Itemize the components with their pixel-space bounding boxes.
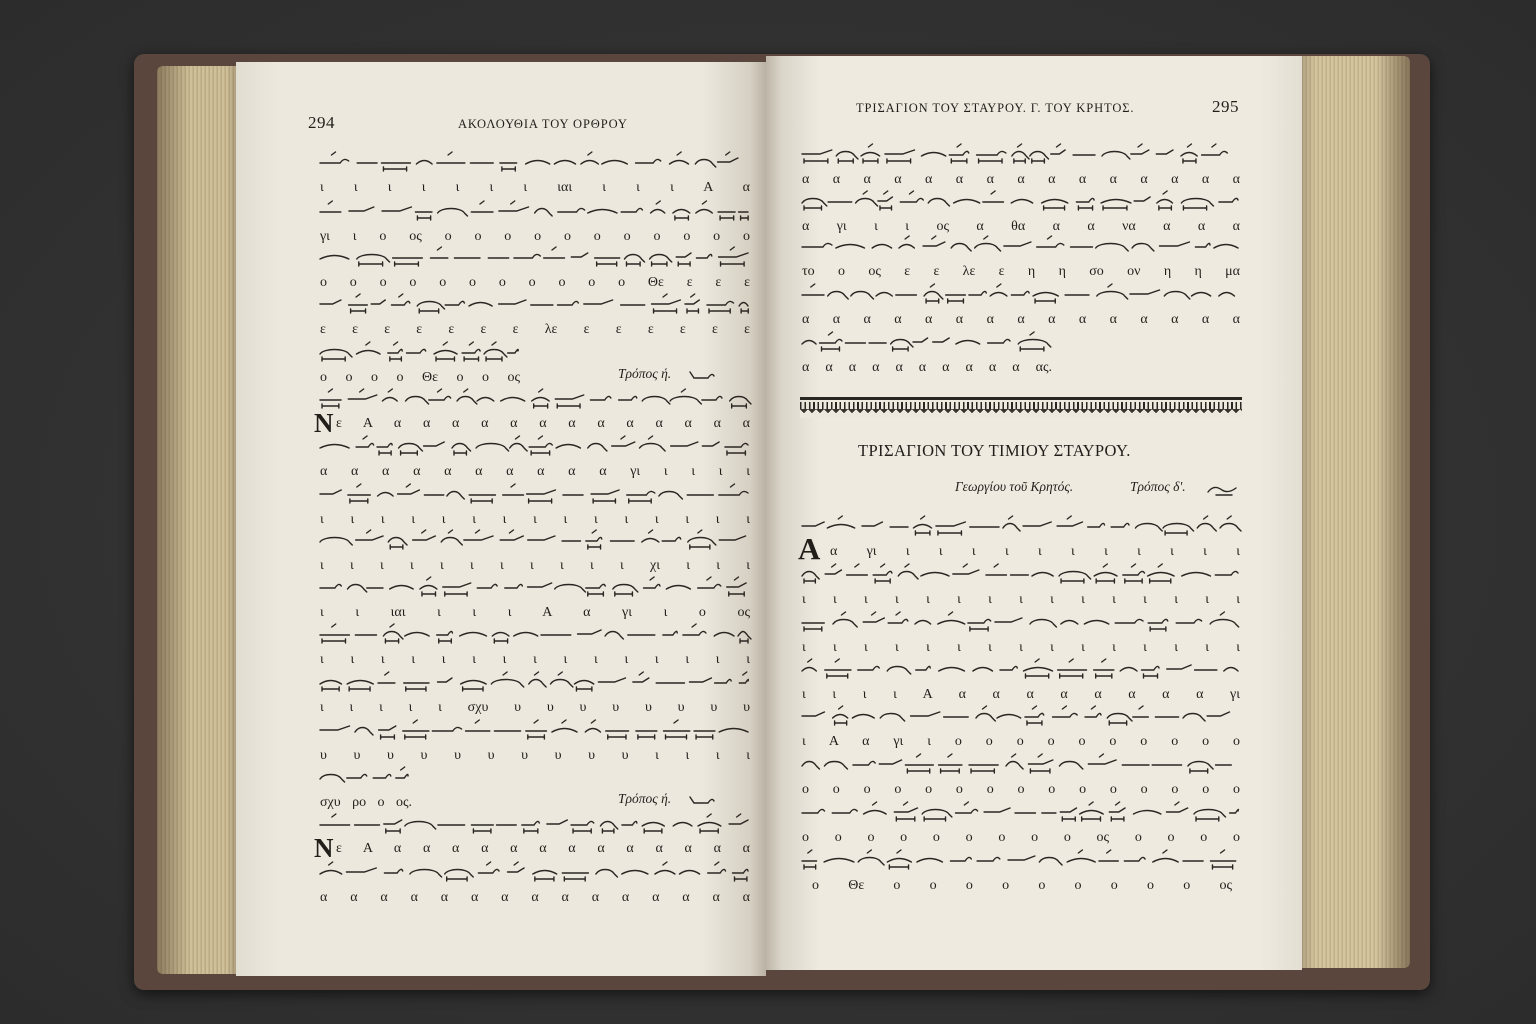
neume-glyphs (318, 340, 522, 362)
lyric-line: α α α α α α α α α α α α α α α (802, 312, 1240, 327)
neume-glyphs (318, 812, 752, 834)
mode-neume-icon (688, 366, 716, 382)
lyric-line: ε Α α α α α α α α α α α α α α (336, 841, 750, 856)
neume-row (318, 575, 752, 597)
neume-glyphs (318, 718, 752, 740)
lyric-line: ι ι ι ι ι ι ι ι ι ι ι ι ι ι ι (802, 592, 1240, 607)
neume-row (318, 340, 522, 362)
neume-row (318, 860, 752, 882)
neume-row (800, 704, 1242, 726)
lyric-line: ε Α α α α α α α α α α α α α α (336, 416, 750, 431)
neume-glyphs (318, 387, 752, 409)
neume-row (800, 234, 1242, 256)
lyric-line: ι ι ι ι ι σχυ υ υ υ υ υ υ υ υ (320, 700, 750, 715)
neume-row (318, 245, 752, 267)
neume-glyphs (318, 670, 752, 692)
lyric-line: ο ο ο ο ο ο ο ο ο ο ο ο ο ο ο (802, 782, 1240, 797)
lyric-line: α α α α α α α α α α γι ι ι ι ι (320, 464, 750, 479)
neume-row (800, 610, 1242, 632)
drop-cap: Ν (314, 833, 334, 863)
neume-glyphs (800, 514, 1242, 536)
lyric-line: ο ο ο ο ο ο ο ο ο ος ο ο ο ο (802, 830, 1240, 845)
lyric-line: σχυ ρο ο ος. (320, 795, 412, 810)
neume-glyphs (800, 704, 1242, 726)
neume-glyphs (318, 622, 752, 644)
neume-glyphs (800, 752, 1242, 774)
lyric-line: α α α α α α α α α α α α α α α (320, 890, 750, 905)
neume-row (800, 848, 1242, 870)
neume-glyphs (318, 575, 752, 597)
neume-row (800, 562, 1242, 584)
lyric-line: ι ι ι ι Α α α α α α α α α γι (802, 687, 1240, 702)
lyric-line: α γι ι ι ος α θα α α να α α α (802, 219, 1240, 234)
drop-cap: Ν (314, 408, 334, 438)
lyric-line: υ υ υ υ υ υ υ υ υ υ ι ι ι ι (320, 748, 750, 763)
neume-row (800, 800, 1242, 822)
drop-cap: Α (798, 531, 821, 566)
neume-row (318, 292, 752, 314)
neume-glyphs (800, 848, 1242, 870)
lyric-line: ι ι ι ι ι ι ι ιαι ι ι ι Α α (320, 180, 750, 195)
neume-glyphs (318, 292, 752, 314)
neume-row (318, 622, 752, 644)
mode-label: Τρόπος ή. (618, 366, 672, 381)
mode-neume-icon (688, 791, 716, 807)
neume-glyphs (800, 189, 1242, 211)
section-title: ΤΡΙΣΑΓΙΟΝ ΤΟΥ ΤΙΜΙΟΥ ΣΤΑΥΡΟΥ. (858, 441, 1131, 460)
neume-row (800, 142, 1242, 164)
lyric-line: γι ι ο ος ο ο ο ο ο ο ο ο ο ο ο (320, 229, 750, 244)
lyric-line: ι ι ιαι ι ι ι Α α γι ι ο ος (320, 605, 750, 620)
neume-row (318, 482, 752, 504)
neume-glyphs (318, 528, 752, 550)
neume-glyphs (800, 282, 1242, 304)
neume-row (800, 330, 1054, 352)
neume-row (318, 528, 752, 550)
neume-glyphs (318, 434, 752, 456)
mode-label: Τρόπος δ'. (1130, 479, 1186, 494)
neume-row (318, 812, 752, 834)
neume-row (800, 189, 1242, 211)
neume-glyphs (318, 765, 412, 787)
lyric-line: α γι ι ι ι ι ι ι ι ι ι ι ι (830, 544, 1240, 559)
page-number-right: 295 (1212, 97, 1239, 116)
running-head-right: ΤΡΙΣΑΓΙΟΝ ΤΟΥ ΣΤΑΥΡΟΥ. Γ. ΤΟΥ ΚΡΗΤΟΣ. (856, 101, 1135, 115)
neume-glyphs (318, 150, 752, 172)
neume-glyphs (800, 562, 1242, 584)
left-page-edges (157, 66, 239, 974)
lyric-line: το ο ος ε ε λε ε η η σο ον η η μα (802, 264, 1240, 279)
neume-row (318, 718, 752, 740)
lyric-line: ε ε ε ε ε ε ε λε ε ε ε ε ε ε (320, 322, 750, 337)
lyric-line: ι Α α γι ι ο ο ο ο ο ο ο ο ο ο (802, 734, 1240, 749)
neume-row (318, 765, 412, 787)
lyric-line: α α α α α α α α α α α α α α α (802, 172, 1240, 187)
neume-row (800, 514, 1242, 536)
neume-glyphs (800, 234, 1242, 256)
lyric-line: ο ο ο ο Θε ο ο ος (320, 370, 520, 385)
lyric-line: α α α α α α α α α α ας. (802, 360, 1052, 375)
neume-glyphs (800, 800, 1242, 822)
neume-row (800, 657, 1242, 679)
neume-glyphs (318, 860, 752, 882)
neume-glyphs (800, 610, 1242, 632)
lyric-line: ι ι ι ι ι ι ι ι ι ι ι ι ι ι ι (802, 640, 1240, 655)
right-page-edges (1298, 56, 1410, 968)
neume-glyphs (318, 245, 752, 267)
lyric-line: ι ι ι ι ι ι ι ι ι ι ι ι ι ι ι (320, 652, 750, 667)
neume-glyphs (800, 657, 1242, 679)
mode-label: Τρόπος ή. (618, 791, 672, 806)
neume-row (318, 670, 752, 692)
neume-row (318, 434, 752, 456)
neume-row (318, 387, 752, 409)
neume-row (800, 752, 1242, 774)
neume-row (318, 150, 752, 172)
neume-row (318, 199, 752, 221)
composer-credit: Γεωργίου τοῦ Κρητός. (955, 479, 1074, 494)
mode-neume-icon (1206, 482, 1240, 498)
ornamental-border (800, 397, 1242, 421)
page-number-left: 294 (308, 113, 335, 132)
neume-glyphs (318, 482, 752, 504)
lyric-line: ο Θε ο ο ο ο ο ο ο ο ο ος (812, 878, 1232, 893)
running-head-left: ΑΚΟΛΟΥΘΙΑ ΤΟΥ ΟΡΘΡΟΥ (458, 117, 628, 131)
neume-glyphs (800, 142, 1242, 164)
neume-glyphs (800, 330, 1054, 352)
neume-row (800, 282, 1242, 304)
lyric-line: ι ι ι ι ι ι ι ι ι ι ι χι ι ι ι (320, 558, 750, 573)
lyric-line: ο ο ο ο ο ο ο ο ο ο ο Θε ε ε ε (320, 275, 750, 290)
lyric-line: ι ι ι ι ι ι ι ι ι ι ι ι ι ι ι (320, 512, 750, 527)
neume-glyphs (318, 199, 752, 221)
